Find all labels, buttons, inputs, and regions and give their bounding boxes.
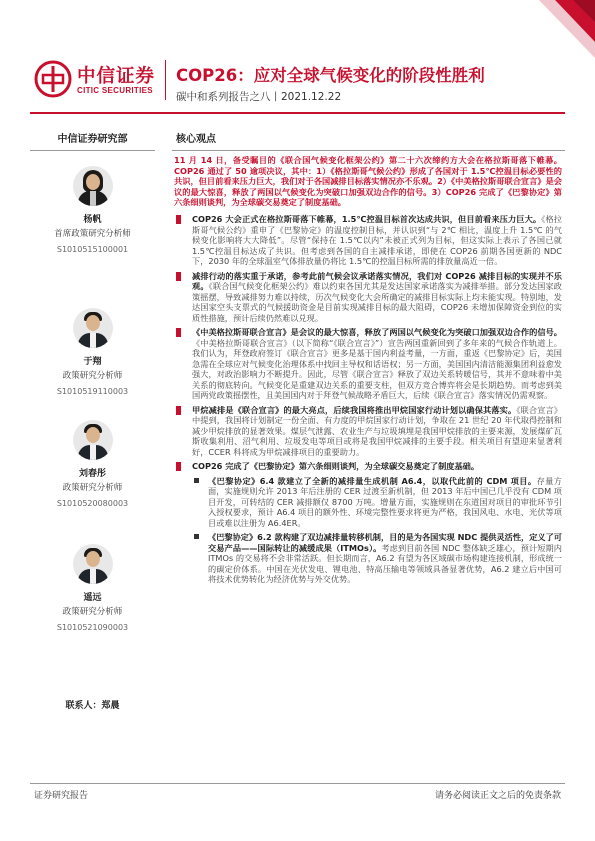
sub-point-body: 考虑到目前各国 NDC 整体缺乏雄心，预计短期内 ITMOs 的交易将不会非常活跃。但长期而言，A6.2 有望为各区域碳市场构建连接机制，形成统一的碳定价体系。中国在光伏发电、锂电池、特高压输电等领域具备显著优势，A6.2 建立后中国可将技术优势转化为经济优势与外交优势。 — [208, 542, 562, 584]
sub-point — [174, 476, 562, 529]
analyst-license: S1010521090003 — [56, 623, 129, 632]
citic-logo-icon — [34, 60, 72, 98]
analyst-title: 政策研究分析师 — [62, 607, 123, 617]
analyst-name: 杨帆 — [83, 215, 102, 225]
key-point-body: 《联合国气候变化框架公约》难以约束各国尤其是发达国家承诺落实为减排举措。部分发达国家政策摇摆，导致减排努力难以持续，历次气候变化大会所确定的减排目标实际上均未能实现。特别地，发达国家空头支票式的气候援助资金是目前实现减排目标的最大阻碍，COP26 未增加保障资金到位的实质性措施，预计后续仍然难以兑现。 — [192, 281, 562, 323]
sub-point — [174, 532, 562, 585]
key-point-body: 《中美格拉斯哥联合宣言》（以下简称“《联合宣言》”）宣告两国重新回到了多年来的气候合作轨道上。我们认为，拜登政府签订《联合宣言》更多是基于国内利益考量，一方面，重返《巴黎协定》后，美国急需在全球应对气候变化治理体系中找回主导权和话语权；另一方面，美国国内清洁能源集团利益愈发强大，对政治影响力不断提升。因此，尽管《联合宣言》释放了双边关系转暖信号，其并不意味着中美关系的彻底转向。气候变化是重建双边关系的重要支柱，但双方竞合博弈将会是长期趋势。而考虑到美国两党政策摇摆性，且美国国内对于拜登气候战略矛盾巨大，后续《联合宣言》落实情况仍需观察。 — [192, 337, 562, 400]
analyst-title: 政策研究分析师 — [62, 371, 123, 381]
corner-decoration — [525, 0, 595, 60]
analyst-license: S1010519110003 — [56, 387, 129, 396]
analyst-name: 于翔 — [83, 357, 102, 367]
square-bullet-icon — [194, 534, 199, 539]
footer-report-type: 证券研究报告 — [34, 791, 89, 801]
analyst-card — [30, 166, 155, 254]
analyst-title: 首席政策研究分析师 — [54, 229, 131, 239]
analyst-card — [30, 420, 155, 508]
avatar — [73, 166, 113, 206]
bullet-marker — [176, 406, 181, 415]
key-point-lead: 《中美格拉斯哥联合宣言》是会议的最大惊喜，释放了两国以气候变化为突破口加强双边合作的信号。 — [192, 327, 562, 337]
sub-point-lead: 《巴黎协定》6.4 款建立了全新的减排量生成机制 A6.4，以取代此前的 CDM 项目。 — [208, 475, 537, 486]
footer-disclaimer: 请务必阅读正文之后的免责条款 — [434, 791, 561, 801]
key-point-lead: COP26 完成了《巴黎协定》第六条细则谈判，为全球碳交易奠定了制度基础。 — [192, 461, 480, 471]
analyst-name: 刘春彤 — [78, 469, 106, 479]
sub-point-body: 存量方面，实施规则允许 2013 年后注册的 CER 过渡至新机制，但 2013 年后中国已几乎没有 CDM 项目开发，可转结的 CER 减排额仅 8700 万吨。增量方面，实施规则在东道国对项目的审批环节引入授权要求，预计 A6.4 项目的额外性、环境完整性要求将更为严格，我国风电、水电、光伏等项目或难以注册为 A6.4ER。 — [208, 475, 562, 528]
bullet-marker — [176, 215, 181, 224]
square-bullet-icon — [194, 478, 199, 483]
analyst-card — [30, 544, 155, 632]
analyst-title: 政策研究分析师 — [62, 483, 123, 493]
analyst-license: S1010520080003 — [56, 499, 129, 508]
bullet-marker — [176, 328, 181, 337]
contact-person: 联系人：郑晨 — [65, 701, 120, 711]
footer-rule — [30, 783, 565, 784]
key-points — [174, 214, 562, 589]
bullet-marker — [176, 272, 181, 281]
report-title: COP26：应对全球气候变化的阶段性胜利 — [176, 66, 485, 85]
avatar — [73, 308, 113, 348]
key-point-lead: COP26 大会正式在格拉斯哥落下帷幕，1.5℃控温目标首次达成共识，但目前看来压力巨大。 — [192, 214, 542, 224]
key-point-lead: 减排行动的落实重于承诺，参考此前气候会议承诺落实情况，我们对 COP26 减排目标的实现并不乐观。 — [192, 270, 562, 291]
key-point — [174, 461, 562, 472]
citic-logo — [34, 58, 166, 108]
key-point-body: 《联合宣言》中提到，我国将计划制定一份全面、有力度的甲烷国家行动计划，争取在 21 世纪 20 年代取得控制和减少甲烷排放的显著效果。煤层气泄露、农业生产与垃圾填埋是我国甲烷排放的主要来源，发展煤矿瓦斯收集利用、沼气利用、垃圾发电等项目或将是我国甲烷减排的主要手段。相关项目有望迎来显著利好，CCER 科将成为甲烷减排项目的重要助力。 — [192, 404, 562, 457]
key-point — [174, 405, 562, 458]
key-point — [174, 327, 562, 401]
key-point-lead: 甲烷减排是《联合宣言》的最大亮点，后续我国将推出甲烷国家行动计划以确保其落实。 — [192, 404, 517, 415]
avatar — [73, 420, 113, 460]
summary-paragraph: 11 月 14 日，备受瞩目的《联合国气候变化框架公约》第二十六次缔约方大会在格拉斯哥落下帷幕。COP26 通过了 50 逾项决议，其中：1）《格拉斯哥气候公约》形成了各国对于 1.5℃控温目标必要性的共识，但目前看来压力巨大，我们对于各国减排目标落实情况亦不乐观。2）《中美格拉斯哥联合宣言》是会议的最大惊喜，释放了两国以气候变化为突破口加强双边合作的信号。3）COP26 完成了《巴黎协定》第六条细则谈判，为全球碳交易奠定了制度基础。 — [174, 155, 562, 208]
report-series-date: 碳中和系列报告之八丨2021.12.22 — [176, 91, 342, 103]
research-dept-label: 中信证券研究部 — [57, 134, 128, 145]
core-views-rule — [172, 150, 565, 151]
analyst-license: S1010515100001 — [56, 245, 129, 254]
brand-name-en: CITIC SECURITIES — [77, 86, 153, 95]
sub-point-lead: 《巴黎协定》6.2 款构建了双边减排量转移机制，目的是为各国实现 NDC 提供灵活性，定义了可交易产品——国际转让的减缓成果（ITMOs）。 — [208, 532, 562, 553]
key-point-body: 《格拉斯哥气候公约》重申了《巴黎协定》的温度控制目标，并认识到“与 2℃ 相比，温度上升 1.5℃ 的气候变化影响将大大降低”。尽管“保持在 1.5℃以内”未被正式列为目标，但这实际上表示了各国已就 1.5℃控温目标达成了共识。但考虑到各国的自主减排承诺，即使在 COP26 前期各国更新的 NDC 下，2030 年的全球温室气体排放量仍将比 1.5℃的控温目标所需的排放量高近一倍。 — [192, 214, 562, 266]
header-rule — [30, 112, 565, 114]
key-point — [174, 214, 562, 267]
analyst-card — [30, 308, 155, 396]
header-separator — [165, 60, 166, 100]
analyst-name: 遥远 — [83, 593, 102, 603]
core-views-heading: 核心观点 — [176, 134, 216, 145]
bullet-marker — [176, 462, 181, 471]
key-point — [174, 271, 562, 324]
sidebar-rule — [30, 150, 155, 151]
brand-name-cn: 中信证券 — [77, 66, 156, 87]
avatar — [73, 544, 113, 584]
